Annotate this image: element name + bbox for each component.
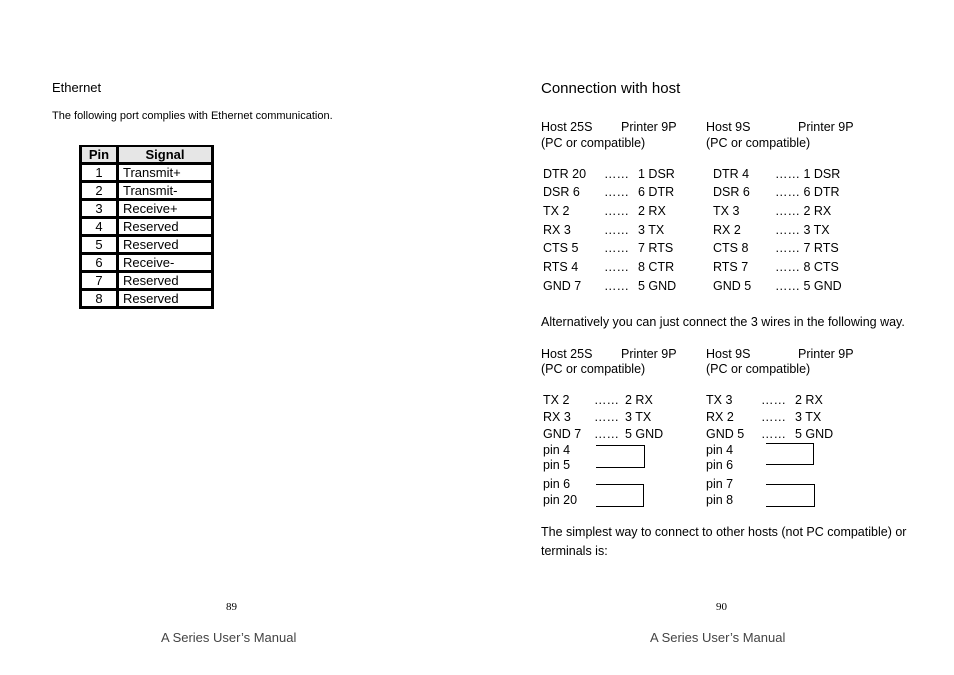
signal-cell: Reserved <box>118 235 212 253</box>
header-printer9p: Printer 9P <box>798 120 854 134</box>
host-pin: RX 2 <box>706 410 734 424</box>
table-row <box>81 253 212 271</box>
host-pin: TX 3 <box>706 393 733 407</box>
footer-right: A Series User’s Manual <box>650 630 786 645</box>
header-pc-compatible: (PC or compatible) <box>706 362 811 376</box>
host-pin: DSR 6 <box>713 185 750 199</box>
loopback-jumper <box>596 484 644 507</box>
table-row <box>81 235 212 253</box>
dots: …… <box>761 410 786 424</box>
dots: …… <box>604 185 629 199</box>
header-host25: Host 25S <box>541 120 593 134</box>
loop-pin-label: pin 8 <box>706 493 734 507</box>
dots: …… <box>594 410 619 424</box>
dots: …… <box>604 167 629 181</box>
printer-pin: …… 7 RTS <box>775 241 839 255</box>
header-host25: Host 25S <box>541 347 593 361</box>
header-pc-compatible: (PC or compatible) <box>541 136 646 150</box>
dots: …… <box>594 427 619 441</box>
loop-pin-label: pin 6 <box>543 477 571 491</box>
printer-pin: 3 TX <box>638 223 665 237</box>
loop-pin-label: pin 4 <box>543 443 571 457</box>
alternative-wiring-text: Alternatively you can just connect the 3 wires in the following way. <box>541 315 905 329</box>
pin-cell: 4 <box>81 217 118 235</box>
host-pin: GND 7 <box>543 279 582 293</box>
printer-pin: …… 3 TX <box>775 223 830 237</box>
printer-pin: 5 GND <box>625 427 664 441</box>
table-row <box>81 181 212 199</box>
table-row <box>81 199 212 217</box>
printer-pin: 5 GND <box>795 427 834 441</box>
header-printer9p: Printer 9P <box>621 347 677 361</box>
signal-cell: Transmit+ <box>118 163 212 181</box>
host-pin: CTS 5 <box>543 241 579 255</box>
closing-text-line: The simplest way to connect to other hosts (not PC compatible) or <box>541 525 907 539</box>
section-title-ethernet: Ethernet <box>52 80 102 95</box>
signal-cell: Receive+ <box>118 199 212 217</box>
ethernet-description: The following port complies with Ethernet communication. <box>52 110 333 122</box>
host-pin: DTR 4 <box>713 167 750 181</box>
dots: …… <box>604 260 629 274</box>
host-pin: RTS 7 <box>713 260 749 274</box>
pin-cell: 6 <box>81 253 118 271</box>
printer-pin: 7 RTS <box>638 241 674 255</box>
host-pin: RTS 4 <box>543 260 579 274</box>
table-row <box>81 289 212 307</box>
loop-pin-label: pin 5 <box>543 458 571 472</box>
table-header-row <box>81 145 212 163</box>
printer-pin: …… 2 RX <box>775 204 832 218</box>
host-pin: GND 5 <box>706 427 745 441</box>
printer-pin: …… 5 GND <box>775 279 842 293</box>
printer-pin: 3 TX <box>625 410 652 424</box>
host-pin: GND 5 <box>713 279 752 293</box>
printer-pin: 6 DTR <box>638 185 675 199</box>
host-pin: GND 7 <box>543 427 582 441</box>
printer-pin: …… 8 CTS <box>775 260 839 274</box>
footer-left: A Series User’s Manual <box>161 630 297 645</box>
host-pin: TX 2 <box>543 204 570 218</box>
dots: …… <box>594 393 619 407</box>
pin-cell: 2 <box>81 181 118 199</box>
header-host9: Host 9S <box>706 120 751 134</box>
printer-pin: …… 1 DSR <box>775 167 841 181</box>
table-row <box>81 217 212 235</box>
host-pin: RX 3 <box>543 410 571 424</box>
pin-cell: 7 <box>81 271 118 289</box>
pin-cell: 1 <box>81 163 118 181</box>
loop-pin-label: pin 20 <box>543 493 578 507</box>
host-pin: TX 2 <box>543 393 570 407</box>
host-pin: TX 3 <box>713 204 740 218</box>
header-printer9p: Printer 9P <box>798 347 854 361</box>
loop-pin-label: pin 4 <box>706 443 734 457</box>
printer-pin: 5 GND <box>638 279 677 293</box>
loop-pin-label: pin 7 <box>706 477 734 491</box>
header-host9: Host 9S <box>706 347 751 361</box>
printer-pin: 3 TX <box>795 410 822 424</box>
host-pin: RX 2 <box>713 223 741 237</box>
closing-text-line: terminals is: <box>541 544 608 558</box>
column-header-pin: Pin <box>81 145 118 163</box>
pin-signal-table <box>79 145 214 309</box>
dots: …… <box>604 204 629 218</box>
host-pin: CTS 8 <box>713 241 749 255</box>
page-number-right: 90 <box>716 601 727 613</box>
page-number-left: 89 <box>226 601 237 613</box>
section-title-connection: Connection with host <box>541 80 681 97</box>
dots: …… <box>761 427 786 441</box>
header-printer9p: Printer 9P <box>621 120 677 134</box>
signal-cell: Receive- <box>118 253 212 271</box>
signal-cell: Reserved <box>118 217 212 235</box>
pin-cell: 5 <box>81 235 118 253</box>
host-pin: RX 3 <box>543 223 571 237</box>
header-pc-compatible: (PC or compatible) <box>706 136 811 150</box>
dots: …… <box>761 393 786 407</box>
printer-pin: 8 CTR <box>638 260 675 274</box>
dots: …… <box>604 279 629 293</box>
printer-pin: …… 6 DTR <box>775 185 840 199</box>
pin-cell: 8 <box>81 289 118 307</box>
table-row <box>81 163 212 181</box>
loopback-jumper <box>596 445 645 468</box>
host-pin: DTR 20 <box>543 167 587 181</box>
printer-pin: 1 DSR <box>638 167 675 181</box>
loop-pin-label: pin 6 <box>706 458 734 472</box>
column-header-signal: Signal <box>118 145 212 163</box>
pin-cell: 3 <box>81 199 118 217</box>
dots: …… <box>604 223 629 237</box>
printer-pin: 2 RX <box>625 393 653 407</box>
signal-cell: Transmit- <box>118 181 212 199</box>
signal-cell: Reserved <box>118 289 212 307</box>
table-row <box>81 271 212 289</box>
header-pc-compatible: (PC or compatible) <box>541 362 646 376</box>
printer-pin: 2 RX <box>638 204 666 218</box>
dots: …… <box>604 241 629 255</box>
printer-pin: 2 RX <box>795 393 823 407</box>
host-pin: DSR 6 <box>543 185 580 199</box>
loopback-jumper <box>766 484 815 507</box>
signal-cell: Reserved <box>118 271 212 289</box>
loopback-jumper <box>766 443 814 465</box>
